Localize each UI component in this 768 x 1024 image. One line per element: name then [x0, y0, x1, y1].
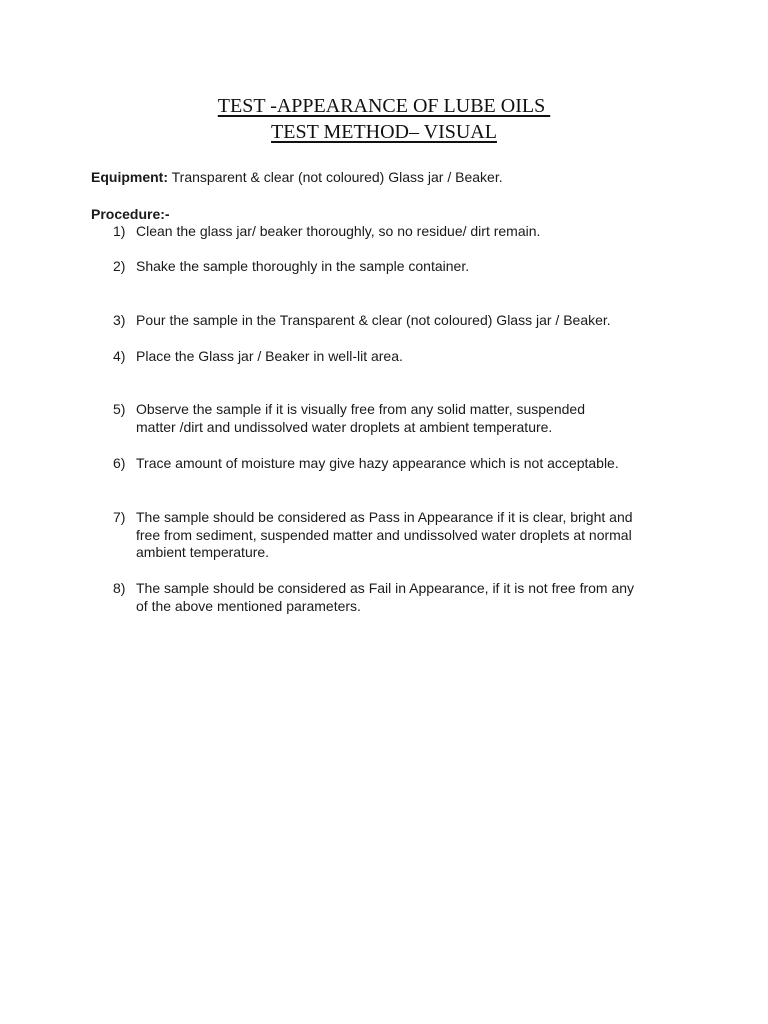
step-number: 4): [113, 348, 126, 364]
document-title: TEST -APPEARANCE OF LUBE OILS: [217, 95, 551, 117]
step-number: 3): [113, 312, 126, 328]
equipment-line: [91, 169, 503, 187]
step-text: [136, 509, 676, 562]
step-number: 8): [113, 580, 126, 596]
step-text: [136, 455, 676, 473]
document-subtitle: TEST METHOD– VISUAL: [271, 121, 497, 143]
step-text: [136, 223, 676, 241]
step-number: 6): [113, 455, 126, 471]
step-line: Place the Glass jar / Beaker in well-lit area.: [136, 348, 403, 364]
step-number: 2): [113, 258, 126, 274]
step-line: Clean the glass jar/ beaker thoroughly, so no residue/ dirt remain.: [136, 223, 541, 239]
step-line: Shake the sample thoroughly in the sample container.: [136, 258, 470, 274]
step-line: Trace amount of moisture may give hazy appearance which is not acceptable.: [136, 455, 619, 471]
equipment-label: Equipment:: [91, 169, 168, 185]
equipment-text: Transparent & clear (not coloured) Glass jar / Beaker.: [168, 169, 503, 185]
step-number: 5): [113, 401, 126, 417]
procedure-heading: Procedure:-: [91, 206, 170, 222]
step-line: free from sediment, suspended matter and undissolved water droplets at normal: [136, 526, 632, 543]
step-line: Pour the sample in the Transparent & clear (not coloured) Glass jar / Beaker.: [136, 312, 611, 328]
step-number: 7): [113, 509, 126, 525]
step-line: The sample should be considered as Fail in Appearance, if it is not free from any: [136, 580, 635, 596]
step-text: [136, 348, 676, 366]
step-text: [136, 580, 676, 615]
step-line: Observe the sample if it is visually free from any solid matter, suspended: [136, 401, 585, 417]
step-text: [136, 312, 676, 330]
step-line: The sample should be considered as Pass in Appearance if it is clear, bright and: [136, 509, 633, 525]
step-line: of the above mentioned parameters.: [136, 597, 361, 614]
step-number: 1): [113, 223, 126, 239]
step-line: ambient temperature.: [136, 544, 270, 560]
step-text: [136, 401, 676, 436]
step-text: [136, 258, 676, 276]
step-line: matter /dirt and undissolved water droplets at ambient temperature.: [136, 418, 553, 435]
